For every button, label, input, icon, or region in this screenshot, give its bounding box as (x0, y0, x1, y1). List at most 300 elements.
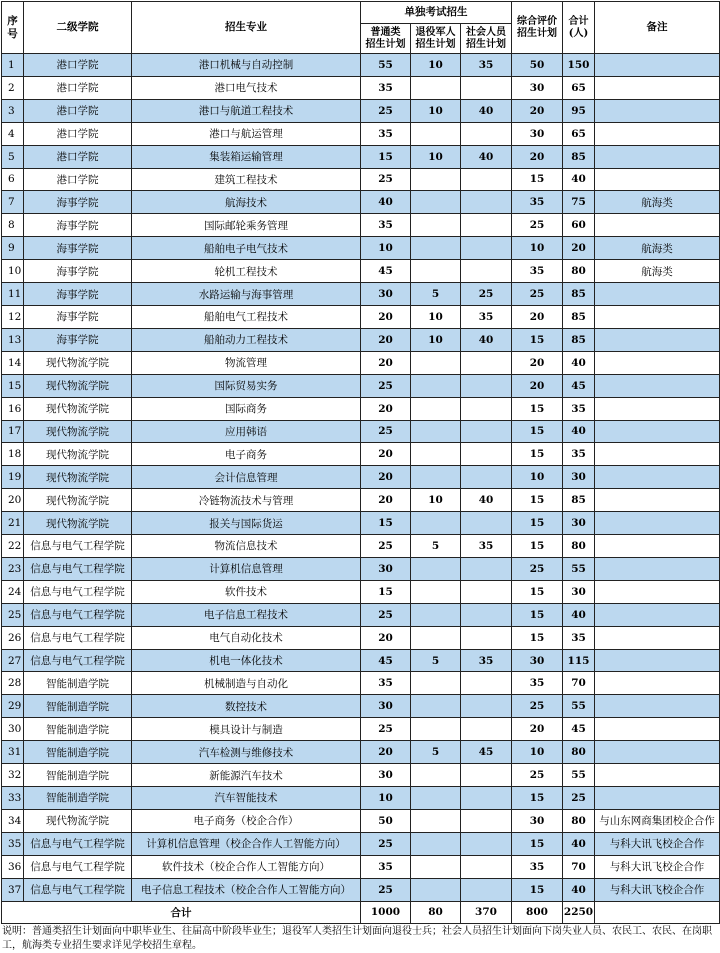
row-comprehensive: 15 (512, 580, 563, 603)
row-general: 35 (361, 214, 411, 237)
row-college: 信息与电气工程学院 (24, 557, 132, 580)
row-note (595, 557, 720, 580)
table-row (2, 580, 720, 603)
row-total: 95 (563, 99, 595, 122)
row-note (595, 214, 720, 237)
table-row (2, 99, 720, 122)
row-major: 应用韩语 (132, 420, 361, 443)
row-note (595, 535, 720, 558)
row-college: 智能制造学院 (24, 672, 132, 695)
row-seq: 24 (2, 580, 24, 603)
row-veteran (411, 351, 461, 374)
totals-row (2, 901, 720, 924)
row-college: 海事学院 (24, 305, 132, 328)
table-row (2, 54, 720, 77)
row-comprehensive: 25 (512, 214, 563, 237)
totals-note (595, 901, 720, 924)
row-veteran: 10 (411, 489, 461, 512)
row-college: 智能制造学院 (24, 695, 132, 718)
row-social (461, 557, 512, 580)
table-row (2, 260, 720, 283)
row-note (595, 787, 720, 810)
row-seq: 34 (2, 809, 24, 832)
row-total: 40 (563, 878, 595, 901)
row-total: 55 (563, 764, 595, 787)
row-major: 冷链物流技术与管理 (132, 489, 361, 512)
row-veteran (411, 512, 461, 535)
row-major: 计算机信息管理（校企合作人工智能方向） (132, 832, 361, 855)
table-row (2, 603, 720, 626)
row-college: 现代物流学院 (24, 351, 132, 374)
table-row (2, 878, 720, 901)
row-social: 25 (461, 283, 512, 306)
row-note (595, 512, 720, 535)
row-general: 15 (361, 145, 411, 168)
row-social: 35 (461, 649, 512, 672)
table-row (2, 76, 720, 99)
row-major: 物流管理 (132, 351, 361, 374)
row-total: 40 (563, 168, 595, 191)
row-note (595, 283, 720, 306)
totals-comprehensive: 800 (512, 901, 563, 924)
row-major: 国际贸易实务 (132, 374, 361, 397)
row-seq: 20 (2, 489, 24, 512)
row-note (595, 420, 720, 443)
row-note: 航海类 (595, 237, 720, 260)
row-veteran: 10 (411, 54, 461, 77)
row-total: 20 (563, 237, 595, 260)
row-comprehensive: 30 (512, 76, 563, 99)
row-general: 25 (361, 718, 411, 741)
row-note (595, 718, 720, 741)
row-total: 80 (563, 809, 595, 832)
row-comprehensive: 15 (512, 168, 563, 191)
row-total: 35 (563, 626, 595, 649)
row-seq: 21 (2, 512, 24, 535)
table-row (2, 214, 720, 237)
row-seq: 27 (2, 649, 24, 672)
header-total-text: 合计 (人) (568, 15, 589, 39)
row-major: 电子商务 (132, 443, 361, 466)
row-comprehensive: 20 (512, 145, 563, 168)
row-college: 信息与电气工程学院 (24, 832, 132, 855)
table-row (2, 512, 720, 535)
row-major: 港口电气技术 (132, 76, 361, 99)
row-college: 智能制造学院 (24, 764, 132, 787)
row-note: 与科大讯飞校企合作 (595, 878, 720, 901)
totals-general: 1000 (361, 901, 411, 924)
row-major: 国际商务 (132, 397, 361, 420)
row-social (461, 695, 512, 718)
row-total: 85 (563, 145, 595, 168)
row-note (595, 328, 720, 351)
row-major: 航海技术 (132, 191, 361, 214)
row-seq: 36 (2, 855, 24, 878)
row-total: 40 (563, 351, 595, 374)
row-comprehensive: 20 (512, 374, 563, 397)
row-comprehensive: 15 (512, 626, 563, 649)
row-comprehensive: 20 (512, 351, 563, 374)
row-college: 海事学院 (24, 260, 132, 283)
row-total: 40 (563, 603, 595, 626)
row-college: 现代物流学院 (24, 809, 132, 832)
row-college: 现代物流学院 (24, 443, 132, 466)
row-social (461, 764, 512, 787)
row-college: 海事学院 (24, 191, 132, 214)
table-row (2, 305, 720, 328)
row-social: 35 (461, 54, 512, 77)
row-note (595, 741, 720, 764)
row-major: 机械制造与自动化 (132, 672, 361, 695)
row-comprehensive: 20 (512, 99, 563, 122)
row-major: 数控技术 (132, 695, 361, 718)
row-college: 海事学院 (24, 328, 132, 351)
row-general: 15 (361, 580, 411, 603)
table-row (2, 626, 720, 649)
row-note (595, 168, 720, 191)
row-social (461, 718, 512, 741)
row-major: 集装箱运输管理 (132, 145, 361, 168)
row-note (595, 145, 720, 168)
row-comprehensive: 50 (512, 54, 563, 77)
row-college: 现代物流学院 (24, 420, 132, 443)
row-seq: 30 (2, 718, 24, 741)
row-general: 35 (361, 76, 411, 99)
row-college: 信息与电气工程学院 (24, 580, 132, 603)
row-college: 海事学院 (24, 214, 132, 237)
row-social: 40 (461, 99, 512, 122)
row-total: 115 (563, 649, 595, 672)
row-seq: 31 (2, 741, 24, 764)
row-major: 会计信息管理 (132, 466, 361, 489)
row-note (595, 626, 720, 649)
row-total: 65 (563, 122, 595, 145)
row-total: 85 (563, 305, 595, 328)
row-note (595, 443, 720, 466)
row-comprehensive: 25 (512, 283, 563, 306)
row-seq: 2 (2, 76, 24, 99)
row-college: 港口学院 (24, 54, 132, 77)
row-veteran (411, 466, 461, 489)
row-total: 45 (563, 718, 595, 741)
row-college: 港口学院 (24, 76, 132, 99)
row-comprehensive: 25 (512, 557, 563, 580)
row-college: 智能制造学院 (24, 787, 132, 810)
row-general: 45 (361, 260, 411, 283)
row-veteran (411, 237, 461, 260)
row-veteran: 10 (411, 328, 461, 351)
row-major: 国际邮轮乘务管理 (132, 214, 361, 237)
row-note: 与科大讯飞校企合作 (595, 855, 720, 878)
row-seq: 25 (2, 603, 24, 626)
header-major: 招生专业 (132, 2, 361, 54)
row-college: 港口学院 (24, 168, 132, 191)
row-major: 水路运输与海事管理 (132, 283, 361, 306)
totals-social: 370 (461, 901, 512, 924)
row-general: 20 (361, 328, 411, 351)
row-veteran (411, 191, 461, 214)
row-major: 模具设计与制造 (132, 718, 361, 741)
row-seq: 37 (2, 878, 24, 901)
row-college: 信息与电气工程学院 (24, 626, 132, 649)
header-seq (2, 2, 24, 54)
row-general: 25 (361, 374, 411, 397)
row-total: 80 (563, 741, 595, 764)
row-major: 软件技术（校企合作人工智能方向） (132, 855, 361, 878)
row-social (461, 809, 512, 832)
row-college: 现代物流学院 (24, 374, 132, 397)
row-comprehensive: 15 (512, 878, 563, 901)
row-comprehensive: 15 (512, 832, 563, 855)
header-general-text: 普通类 招生计划 (365, 26, 406, 50)
table-row (2, 809, 720, 832)
row-veteran (411, 764, 461, 787)
row-seq: 5 (2, 145, 24, 168)
row-general: 25 (361, 535, 411, 558)
table-row (2, 283, 720, 306)
row-social (461, 214, 512, 237)
row-veteran: 5 (411, 649, 461, 672)
row-seq: 4 (2, 122, 24, 145)
row-general: 35 (361, 855, 411, 878)
row-veteran (411, 557, 461, 580)
row-total: 40 (563, 832, 595, 855)
header-veteran (411, 24, 461, 54)
row-college: 智能制造学院 (24, 741, 132, 764)
row-social: 35 (461, 535, 512, 558)
row-college: 现代物流学院 (24, 489, 132, 512)
header-comprehensive (512, 2, 563, 54)
row-seq: 33 (2, 787, 24, 810)
row-major: 电子商务（校企合作） (132, 809, 361, 832)
row-college: 现代物流学院 (24, 512, 132, 535)
row-major: 船舶电子电气技术 (132, 237, 361, 260)
row-major: 机电一体化技术 (132, 649, 361, 672)
row-seq: 19 (2, 466, 24, 489)
row-general: 20 (361, 397, 411, 420)
row-major: 汽车智能技术 (132, 787, 361, 810)
table-row (2, 489, 720, 512)
table-row (2, 168, 720, 191)
row-comprehensive: 30 (512, 649, 563, 672)
totals-label: 合计 (2, 901, 361, 924)
row-seq: 16 (2, 397, 24, 420)
row-general: 45 (361, 649, 411, 672)
row-social (461, 351, 512, 374)
row-major: 轮机工程技术 (132, 260, 361, 283)
row-veteran (411, 420, 461, 443)
row-comprehensive: 15 (512, 443, 563, 466)
row-major: 汽车检测与维修技术 (132, 741, 361, 764)
row-social: 45 (461, 741, 512, 764)
row-comprehensive: 35 (512, 191, 563, 214)
row-total: 60 (563, 214, 595, 237)
row-veteran: 5 (411, 535, 461, 558)
row-veteran: 10 (411, 99, 461, 122)
row-seq: 11 (2, 283, 24, 306)
row-comprehensive: 20 (512, 718, 563, 741)
row-comprehensive: 15 (512, 420, 563, 443)
row-note (595, 305, 720, 328)
table-row (2, 122, 720, 145)
row-seq: 18 (2, 443, 24, 466)
row-college: 信息与电气工程学院 (24, 649, 132, 672)
row-social (461, 580, 512, 603)
row-veteran (411, 168, 461, 191)
table-totals (2, 901, 720, 924)
table-row (2, 351, 720, 374)
header-general (361, 24, 411, 54)
table-row (2, 237, 720, 260)
row-college: 海事学院 (24, 237, 132, 260)
row-veteran (411, 580, 461, 603)
header-social (461, 24, 512, 54)
row-major: 船舶电气工程技术 (132, 305, 361, 328)
row-social: 40 (461, 489, 512, 512)
table-header (2, 2, 720, 54)
row-veteran (411, 397, 461, 420)
row-total: 70 (563, 672, 595, 695)
row-comprehensive: 15 (512, 535, 563, 558)
row-major: 港口机械与自动控制 (132, 54, 361, 77)
row-veteran (411, 374, 461, 397)
row-seq: 22 (2, 535, 24, 558)
header-social-text: 社会人员 招生计划 (466, 26, 506, 50)
table-row (2, 718, 720, 741)
row-seq: 26 (2, 626, 24, 649)
row-general: 10 (361, 237, 411, 260)
row-general: 20 (361, 351, 411, 374)
row-social: 40 (461, 145, 512, 168)
header-note: 备注 (595, 2, 720, 54)
table-row (2, 695, 720, 718)
table-body (2, 54, 720, 902)
row-social (461, 237, 512, 260)
row-total: 55 (563, 695, 595, 718)
row-general: 30 (361, 695, 411, 718)
row-social (461, 855, 512, 878)
row-comprehensive: 35 (512, 672, 563, 695)
row-comprehensive: 15 (512, 512, 563, 535)
row-total: 85 (563, 283, 595, 306)
row-general: 30 (361, 557, 411, 580)
row-total: 25 (563, 787, 595, 810)
enrollment-table (1, 1, 720, 924)
row-major: 建筑工程技术 (132, 168, 361, 191)
row-note (595, 695, 720, 718)
row-social (461, 466, 512, 489)
row-general: 35 (361, 122, 411, 145)
row-major: 电气自动化技术 (132, 626, 361, 649)
row-social (461, 420, 512, 443)
row-seq: 9 (2, 237, 24, 260)
row-social (461, 443, 512, 466)
row-social (461, 832, 512, 855)
row-note (595, 351, 720, 374)
row-veteran (411, 214, 461, 237)
row-general: 30 (361, 764, 411, 787)
row-major: 电子信息工程技术（校企合作人工智能方向） (132, 878, 361, 901)
row-seq: 6 (2, 168, 24, 191)
row-note (595, 466, 720, 489)
row-major: 报关与国际货运 (132, 512, 361, 535)
row-general: 20 (361, 626, 411, 649)
row-general: 20 (361, 741, 411, 764)
row-general: 15 (361, 512, 411, 535)
row-note: 航海类 (595, 260, 720, 283)
row-veteran (411, 122, 461, 145)
row-comprehensive: 25 (512, 764, 563, 787)
row-comprehensive: 35 (512, 260, 563, 283)
row-general: 20 (361, 489, 411, 512)
row-college: 港口学院 (24, 99, 132, 122)
table-row (2, 397, 720, 420)
table-row (2, 328, 720, 351)
row-total: 30 (563, 580, 595, 603)
row-general: 50 (361, 809, 411, 832)
row-social (461, 672, 512, 695)
row-total: 85 (563, 328, 595, 351)
row-major: 物流信息技术 (132, 535, 361, 558)
row-note: 航海类 (595, 191, 720, 214)
row-note (595, 122, 720, 145)
row-general: 25 (361, 420, 411, 443)
row-total: 35 (563, 397, 595, 420)
row-veteran (411, 878, 461, 901)
row-comprehensive: 10 (512, 237, 563, 260)
row-seq: 29 (2, 695, 24, 718)
row-major: 新能源汽车技术 (132, 764, 361, 787)
row-social (461, 787, 512, 810)
row-major: 电子信息工程技术 (132, 603, 361, 626)
row-seq: 32 (2, 764, 24, 787)
row-veteran (411, 76, 461, 99)
row-social (461, 878, 512, 901)
row-comprehensive: 15 (512, 328, 563, 351)
row-comprehensive: 20 (512, 305, 563, 328)
row-seq: 13 (2, 328, 24, 351)
row-note (595, 764, 720, 787)
row-college: 信息与电气工程学院 (24, 535, 132, 558)
row-general: 20 (361, 466, 411, 489)
row-note (595, 99, 720, 122)
row-general: 35 (361, 672, 411, 695)
row-veteran (411, 672, 461, 695)
row-total: 30 (563, 512, 595, 535)
row-veteran: 5 (411, 741, 461, 764)
table-row (2, 466, 720, 489)
row-note (595, 489, 720, 512)
row-general: 10 (361, 787, 411, 810)
table-row (2, 535, 720, 558)
row-seq: 17 (2, 420, 24, 443)
row-total: 40 (563, 420, 595, 443)
row-note (595, 672, 720, 695)
row-general: 20 (361, 443, 411, 466)
row-total: 35 (563, 443, 595, 466)
row-general: 55 (361, 54, 411, 77)
row-college: 智能制造学院 (24, 718, 132, 741)
header-seq-text: 序 号 (7, 14, 18, 40)
totals-veteran: 80 (411, 901, 461, 924)
header-college: 二级学院 (24, 2, 132, 54)
row-comprehensive: 30 (512, 122, 563, 145)
row-seq: 23 (2, 557, 24, 580)
row-college: 现代物流学院 (24, 466, 132, 489)
row-note (595, 54, 720, 77)
row-social (461, 168, 512, 191)
row-general: 30 (361, 283, 411, 306)
